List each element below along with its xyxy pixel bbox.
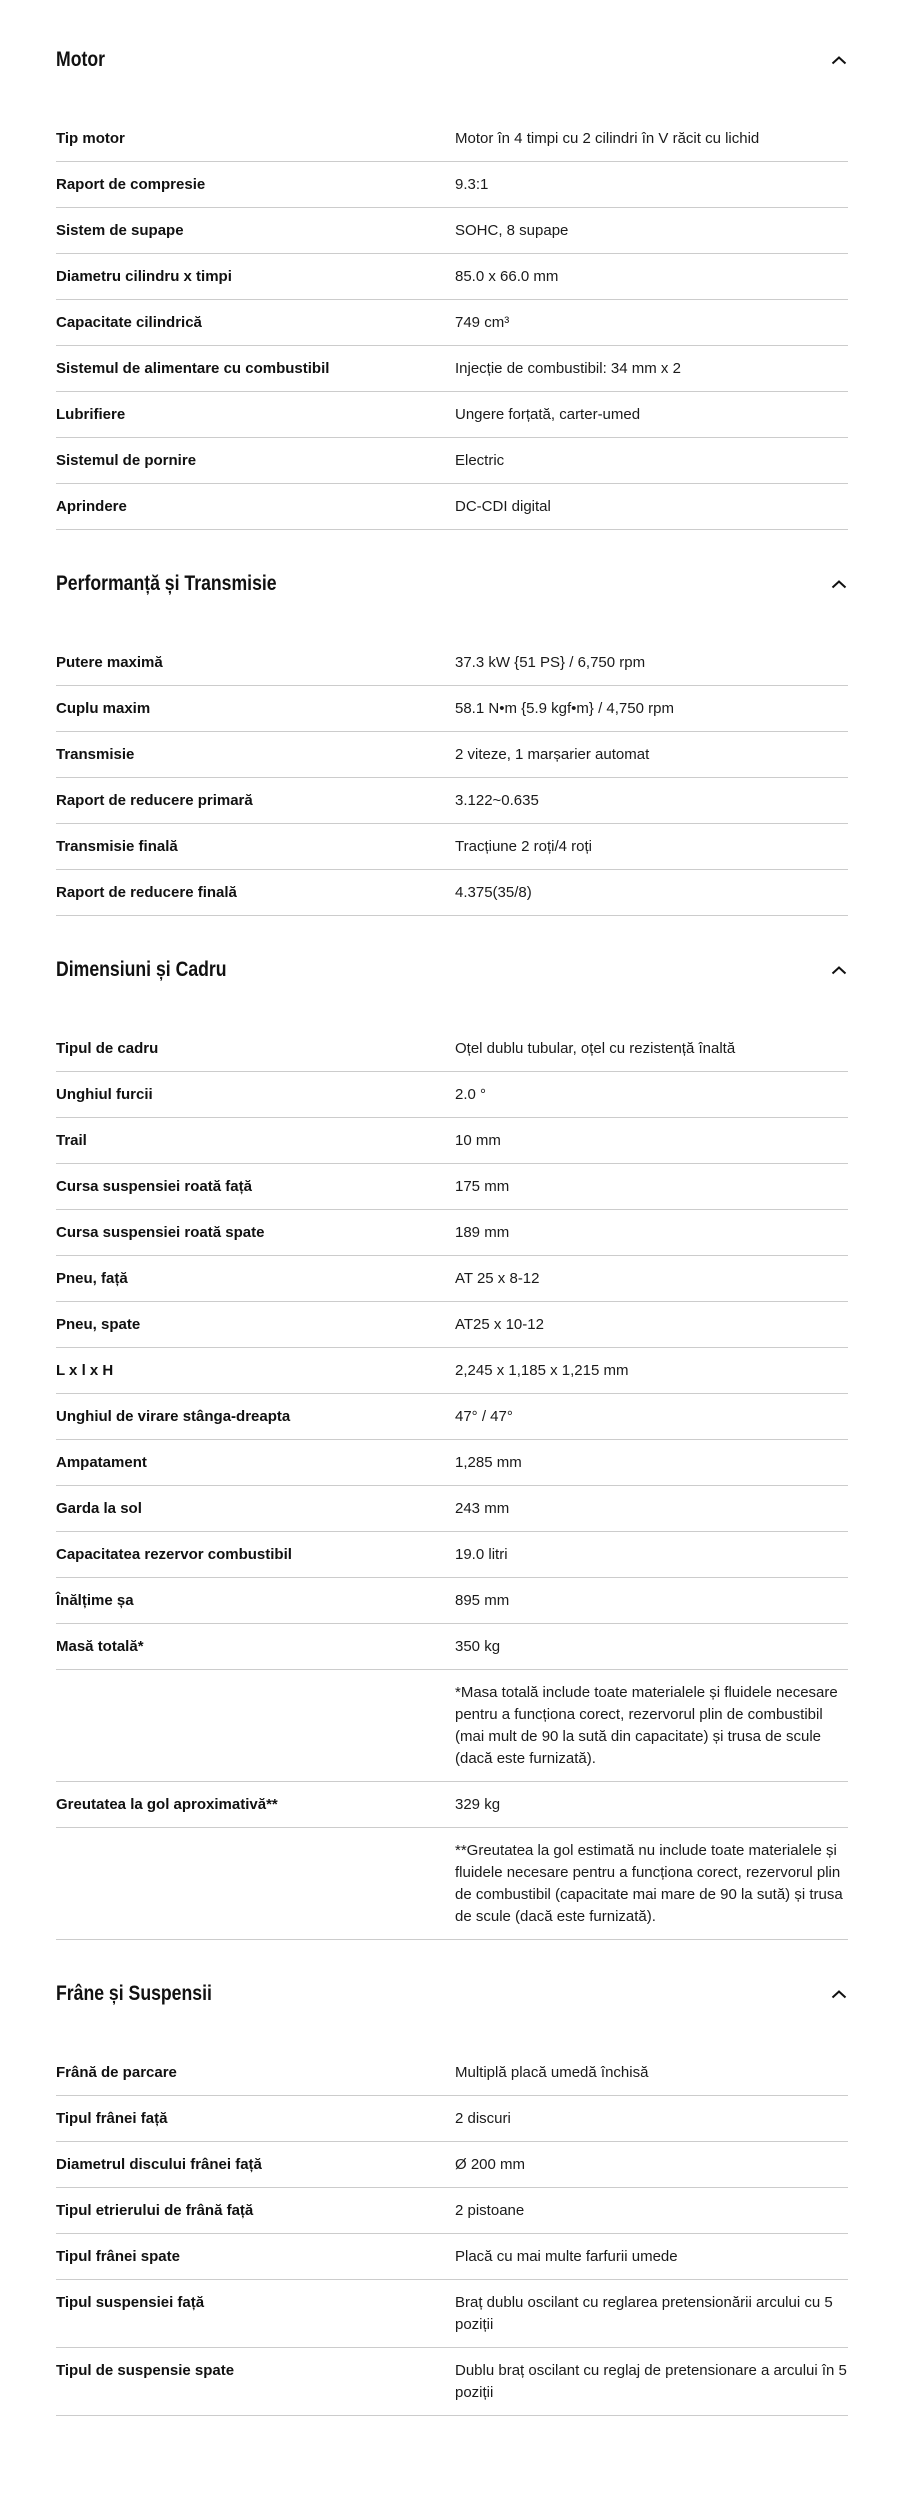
- section-header[interactable]: [56, 1980, 848, 2008]
- spec-row: [56, 438, 848, 484]
- spec-row: [56, 1486, 848, 1532]
- spec-label: Unghiul de virare stânga-dreapta: [56, 1408, 291, 1425]
- spec-label: Diametrul discului frânei față: [56, 2156, 262, 2173]
- section-header[interactable]: [56, 570, 848, 598]
- spec-row: [56, 208, 848, 254]
- spec-row: [56, 1164, 848, 1210]
- spec-label: Tipul etrierului de frână față: [56, 2202, 254, 2219]
- spec-label: Capacitatea rezervor combustibil: [56, 1546, 292, 1563]
- spec-row: [56, 116, 848, 162]
- spec-label: Raport de reducere primară: [56, 792, 253, 809]
- spec-value: 2 discuri: [455, 2110, 511, 2127]
- spec-label: Putere maximă: [56, 654, 163, 671]
- spec-row: [56, 2234, 848, 2280]
- spec-value: 3.122~0.635: [455, 792, 539, 809]
- spec-value: 175 mm: [455, 1178, 510, 1195]
- spec-row: [56, 1302, 848, 1348]
- spec-label: Înălțime șa: [56, 1592, 134, 1609]
- spec-label: Sistem de supape: [56, 222, 184, 239]
- spec-section: [56, 956, 848, 1940]
- spec-row: [56, 1532, 848, 1578]
- spec-row: [56, 1440, 848, 1486]
- spec-row: [56, 2348, 848, 2416]
- spec-row: [56, 392, 848, 438]
- spec-value: 9.3:1: [455, 176, 489, 193]
- spec-value: 37.3 kW {51 PS} / 6,750 rpm: [455, 654, 646, 671]
- spec-value: AT25 x 10-12: [455, 1316, 544, 1333]
- spec-label: Raport de reducere finală: [56, 884, 237, 901]
- spec-row: [56, 1782, 848, 1828]
- spec-value: 2 pistoane: [455, 2202, 525, 2219]
- spec-label: Sistemul de pornire: [56, 452, 197, 469]
- spec-row: [56, 2050, 848, 2096]
- spec-value: Ø 200 mm: [455, 2156, 526, 2173]
- spec-label: Unghiul furcii: [56, 1086, 153, 1103]
- spec-value: 47° / 47°: [455, 1408, 513, 1425]
- spec-row: [56, 162, 848, 208]
- spec-label: Tipul de cadru: [56, 1040, 159, 1057]
- spec-row: [56, 254, 848, 300]
- spec-label: Pneu, spate: [56, 1316, 141, 1333]
- spec-label: Raport de compresie: [56, 176, 206, 193]
- spec-value: 749 cm³: [455, 314, 510, 331]
- spec-label: Tip motor: [56, 130, 125, 147]
- section-header[interactable]: [56, 46, 848, 74]
- spec-label: Garda la sol: [56, 1500, 142, 1517]
- spec-row: [56, 2096, 848, 2142]
- spec-row: [56, 1210, 848, 1256]
- spec-value: 350 kg: [455, 1638, 501, 1655]
- spec-label: Transmisie: [56, 746, 135, 763]
- spec-label: Masă totală*: [56, 1638, 144, 1655]
- spec-value: Electric: [455, 452, 505, 469]
- section-title: Performanță și Transmisie: [56, 572, 277, 595]
- spec-row: [56, 778, 848, 824]
- spec-value: DC-CDI digital: [455, 498, 551, 515]
- spec-value: Injecție de combustibil: 34 mm x 2: [455, 360, 681, 377]
- spec-label: Cuplu maxim: [56, 700, 151, 717]
- spec-label: Trail: [56, 1132, 87, 1149]
- spec-row: [56, 824, 848, 870]
- spec-row: [56, 1118, 848, 1164]
- section-title: Frâne și Suspensii: [56, 1982, 212, 2005]
- spec-label: Tipul suspensiei față: [56, 2294, 205, 2311]
- spec-label: Lubrifiere: [56, 406, 126, 423]
- spec-row: [56, 686, 848, 732]
- spec-section: [56, 1980, 848, 2416]
- spec-section: [56, 570, 848, 916]
- spec-row: [56, 484, 848, 530]
- spec-value: Placă cu mai multe farfurii umede: [455, 2248, 678, 2265]
- spec-note-row: [56, 1670, 848, 1782]
- chevron-up-icon[interactable]: [830, 575, 848, 593]
- spec-value: 2 viteze, 1 marșarier automat: [455, 746, 650, 763]
- spec-value: Ungere forțată, carter-umed: [455, 406, 641, 423]
- spec-value: AT 25 x 8-12: [455, 1270, 540, 1287]
- spec-value: 329 kg: [455, 1796, 501, 1813]
- spec-note-row: [56, 1828, 848, 1940]
- chevron-up-icon[interactable]: [830, 51, 848, 69]
- spec-value: 895 mm: [455, 1592, 510, 1609]
- section-title: Dimensiuni și Cadru: [56, 958, 227, 981]
- spec-value: 2.0 °: [455, 1086, 487, 1103]
- spec-label: Cursa suspensiei roată față: [56, 1178, 252, 1195]
- chevron-up-icon[interactable]: [830, 1985, 848, 2003]
- spec-row: [56, 1072, 848, 1118]
- spec-row: [56, 1348, 848, 1394]
- spec-row: [56, 2280, 848, 2348]
- spec-value: 243 mm: [455, 1500, 510, 1517]
- spec-sections: [56, 46, 848, 2416]
- spec-value: Multiplă placă umedă închisă: [455, 2064, 649, 2081]
- spec-label: Greutatea la gol aproximativă**: [56, 1796, 278, 1813]
- spec-label: Tipul frânei față: [56, 2110, 168, 2127]
- spec-label: Diametru cilindru x timpi: [56, 268, 232, 285]
- spec-row: [56, 346, 848, 392]
- spec-value: Braț dublu oscilant cu reglarea pretensionării arcului cu 5 poziții: [455, 2294, 833, 2333]
- spec-value: 10 mm: [455, 1132, 501, 1149]
- spec-row: [56, 1578, 848, 1624]
- spec-label: Sistemul de alimentare cu combustibil: [56, 360, 330, 377]
- spec-label: Pneu, față: [56, 1270, 128, 1287]
- chevron-up-icon[interactable]: [830, 961, 848, 979]
- spec-value: 4.375(35/8): [455, 884, 532, 901]
- spec-row: [56, 300, 848, 346]
- spec-row: [56, 732, 848, 778]
- spec-label: Tipul de suspensie spate: [56, 2362, 235, 2379]
- spec-value: 58.1 N•m {5.9 kgf•m} / 4,750 rpm: [455, 700, 674, 717]
- section-title: Motor: [56, 48, 105, 71]
- spec-value: Tracțiune 2 roți/4 roți: [455, 838, 592, 855]
- spec-rows: [56, 640, 848, 916]
- section-header[interactable]: [56, 956, 848, 984]
- spec-row: [56, 640, 848, 686]
- spec-note: *Masa totală include toate materialele și fluidele necesare pentru a funcționa corect, rezervorul plin de combustibil (mai mult de 90 la sută din capacitate) și trusa de scule (dacă este furnizată).: [455, 1684, 838, 1767]
- spec-row: [56, 1394, 848, 1440]
- spec-value: 189 mm: [455, 1224, 510, 1241]
- spec-rows: [56, 116, 848, 530]
- spec-rows: [56, 2050, 848, 2416]
- spec-label: Ampatament: [56, 1454, 147, 1471]
- spec-value: 1,285 mm: [455, 1454, 522, 1471]
- spec-label: Frână de parcare: [56, 2064, 177, 2081]
- spec-row: [56, 870, 848, 916]
- spec-note: **Greutatea la gol estimată nu include toate materialele și fluidele necesare pentru a funcționa corect, rezervorul plin de combustibil (capacitate mai mare de 90 la sută) și trusa de scule (dacă este furnizată).: [455, 1842, 843, 1925]
- spec-label: Tipul frânei spate: [56, 2248, 180, 2265]
- spec-row: [56, 2142, 848, 2188]
- spec-value: Dublu braț oscilant cu reglaj de pretensionare a arcului în 5 poziții: [455, 2362, 847, 2401]
- spec-label: L x l x H: [56, 1362, 114, 1379]
- spec-value: SOHC, 8 supape: [455, 222, 569, 239]
- spec-row: [56, 2188, 848, 2234]
- spec-row: [56, 1624, 848, 1670]
- spec-row: [56, 1256, 848, 1302]
- spec-label: Aprindere: [56, 498, 127, 515]
- spec-value: 85.0 x 66.0 mm: [455, 268, 559, 285]
- spec-value: Oțel dublu tubular, oțel cu rezistență înaltă: [455, 1040, 736, 1057]
- spec-value: 19.0 litri: [455, 1546, 508, 1563]
- spec-value: 2,245 x 1,185 x 1,215 mm: [455, 1362, 629, 1379]
- spec-value: Motor în 4 timpi cu 2 cilindri în V răcit cu lichid: [455, 130, 760, 147]
- spec-label: Capacitate cilindrică: [56, 314, 202, 331]
- spec-label: Transmisie finală: [56, 838, 178, 855]
- spec-section: [56, 46, 848, 530]
- spec-rows: [56, 1026, 848, 1940]
- spec-row: [56, 1026, 848, 1072]
- spec-label: Cursa suspensiei roată spate: [56, 1224, 265, 1241]
